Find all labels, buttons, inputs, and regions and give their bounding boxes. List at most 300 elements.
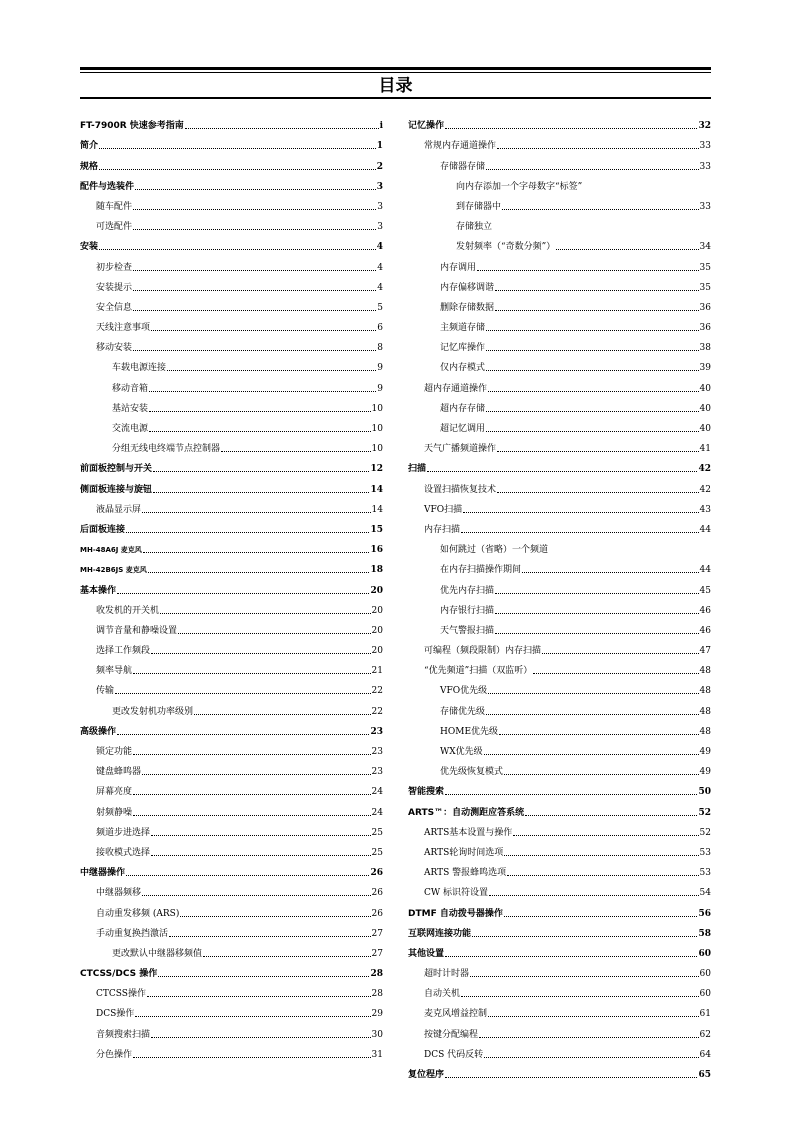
- toc-entry[interactable]: [408, 940, 711, 960]
- toc-entry-label: 随车配件: [96, 201, 133, 212]
- toc-entry-page: 50: [698, 787, 711, 798]
- toc-entry-label: 更改发射机功率级别: [112, 706, 194, 717]
- toc-entry-page: 53: [699, 847, 711, 858]
- toc-entry[interactable]: [80, 778, 383, 798]
- toc-entry[interactable]: [80, 516, 383, 536]
- toc-entry-label: 智能搜索: [408, 787, 445, 798]
- toc-entry[interactable]: [408, 1000, 711, 1020]
- toc-leader-dots: [461, 532, 699, 533]
- toc-entry-label: MH-48A6J 麦克风: [80, 546, 142, 555]
- toc-entry[interactable]: [408, 819, 711, 839]
- toc-entry[interactable]: [80, 435, 383, 455]
- toc-entry-label: 麦克风增益控制: [424, 1009, 488, 1020]
- toc-entry-label: 优先内存扫描: [440, 585, 495, 596]
- toc-leader-dots: [115, 693, 371, 694]
- toc-entry-page: 44: [699, 524, 711, 535]
- toc-entry-page: 25: [371, 827, 383, 838]
- toc-entry-page: 27: [371, 928, 383, 939]
- toc-entry[interactable]: [80, 617, 383, 637]
- toc-entry[interactable]: [80, 879, 383, 899]
- toc-entry[interactable]: [408, 657, 711, 677]
- toc-entry[interactable]: [80, 899, 383, 919]
- toc-leader-dots: [126, 532, 369, 533]
- toc-entry-page: 18: [370, 565, 383, 576]
- toc-entry-label: 传输: [96, 686, 115, 697]
- toc-entry-page: 24: [371, 807, 383, 818]
- toc-leader-dots: [133, 794, 371, 795]
- toc-entry-page: 26: [370, 868, 383, 879]
- toc-entry[interactable]: [408, 920, 711, 940]
- toc-entry[interactable]: [408, 516, 711, 536]
- toc-entry-page: 24: [371, 787, 383, 798]
- toc-leader-dots: [495, 633, 699, 634]
- toc-entry[interactable]: [80, 980, 383, 1000]
- toc-entry-label: 主频道存储: [440, 323, 486, 334]
- toc-entry[interactable]: [80, 314, 383, 334]
- toc-leader-dots: [133, 673, 371, 674]
- toc-leader-dots: [158, 976, 369, 977]
- toc-leader-dots: [489, 895, 699, 896]
- toc-entry[interactable]: [80, 859, 383, 879]
- toc-leader-dots: [147, 996, 371, 997]
- toc-leader-dots: [486, 714, 699, 715]
- toc-leader-dots: [221, 451, 371, 452]
- toc-entry[interactable]: [80, 718, 383, 738]
- toc-entry[interactable]: [408, 798, 711, 818]
- toc-entry[interactable]: [408, 193, 711, 213]
- toc-leader-dots: [445, 956, 697, 957]
- toc-entry-page: 58: [698, 928, 711, 939]
- toc-leader-dots: [486, 370, 699, 371]
- toc-entry-label: 键盘蜂鸣器: [96, 767, 142, 778]
- toc-entry[interactable]: [80, 960, 383, 980]
- toc-leader-dots: [445, 794, 697, 795]
- toc-entry-label: 扫描: [408, 464, 427, 475]
- toc-leader-dots: [133, 815, 371, 816]
- toc-entry-label: 发射频率（“奇数分频”）: [456, 242, 556, 253]
- toc-entry-label: 车载电源连接: [112, 363, 167, 374]
- toc-entry-page: 44: [699, 565, 711, 576]
- toc-entry-label: 收发机的开关机: [96, 605, 160, 616]
- toc-entry[interactable]: [408, 233, 711, 253]
- toc-entry-label: 存储器存储: [440, 161, 486, 172]
- toc-entry[interactable]: [408, 718, 711, 738]
- toc-leader-dots: [472, 936, 697, 937]
- toc-entry-label: 选择工作频段: [96, 646, 151, 657]
- toc-entry-label: 自动关机: [424, 989, 461, 1000]
- toc-entry-page: 53: [699, 868, 711, 879]
- toc-entry-label: 更改默认中继器移频值: [112, 948, 203, 959]
- toc-entry[interactable]: [408, 617, 711, 637]
- toc-entry-page: 40: [699, 403, 711, 414]
- toc-entry-page: 39: [699, 363, 711, 374]
- toc-entry-label: 锁定功能: [96, 747, 133, 757]
- toc-entry-label: DCS 代码反转: [424, 1049, 484, 1060]
- toc-entry-page: 26: [371, 888, 383, 899]
- toc-entry-page: 14: [370, 484, 383, 495]
- toc-entry-page: 48: [699, 726, 711, 737]
- toc-leader-dots: [556, 249, 698, 250]
- toc-entry[interactable]: [80, 354, 383, 374]
- toc-entry-label: 如何跳过（省略）一个频道: [440, 545, 549, 556]
- toc-leader-dots: [142, 774, 371, 775]
- toc-entry-label: 可编程（频段限制）内存扫描: [424, 646, 542, 657]
- toc-entry[interactable]: [408, 395, 711, 415]
- toc-entry[interactable]: [408, 677, 711, 697]
- toc-entry-page: 14: [371, 504, 383, 515]
- toc-leader-dots: [495, 310, 699, 311]
- toc-entry[interactable]: [408, 1020, 711, 1040]
- toc-entry-label: ARTS基本设置与操作: [424, 827, 513, 838]
- toc-entry[interactable]: [80, 697, 383, 717]
- toc-entry-page: 22: [371, 686, 383, 697]
- toc-entry[interactable]: [408, 556, 711, 576]
- toc-entry-page: 28: [371, 989, 383, 1000]
- toc-leader-dots: [151, 855, 371, 856]
- toc-entry[interactable]: [80, 1041, 383, 1061]
- toc-leader-dots: [135, 189, 376, 190]
- toc-leader-dots: [133, 290, 376, 291]
- toc-entry[interactable]: [80, 213, 383, 233]
- toc-entry-page: 9: [377, 383, 383, 394]
- toc-leader-dots: [142, 512, 371, 513]
- toc-leader-dots: [502, 209, 699, 210]
- toc-leader-dots: [148, 572, 370, 573]
- toc-entry[interactable]: [408, 334, 711, 354]
- toc-entry-label: 超内存存储: [440, 403, 486, 414]
- toc-entry[interactable]: [80, 112, 383, 132]
- toc-entry-label: HOME优先级: [440, 726, 499, 737]
- toc-entry-label: 删除存储数据: [440, 302, 495, 313]
- toc-leader-dots: [149, 391, 376, 392]
- toc-leader-dots: [151, 835, 371, 836]
- toc-entry[interactable]: [80, 233, 383, 253]
- toc-entry-page: 25: [371, 847, 383, 858]
- toc-entry[interactable]: [408, 960, 711, 980]
- toc-entry-page: 40: [699, 383, 711, 394]
- toc-entry-label: CTCSS/DCS 操作: [80, 969, 158, 980]
- toc-entry[interactable]: [408, 839, 711, 859]
- toc-entry-page: 21: [371, 666, 383, 677]
- toc-entry-page: 48: [699, 686, 711, 697]
- toc-entry-label: 手动重复换挡激活: [96, 928, 169, 939]
- toc-entry[interactable]: [408, 637, 711, 657]
- toc-entry-label: CTCSS操作: [96, 989, 146, 1000]
- toc-entry-label: DCS操作: [96, 1009, 135, 1020]
- toc-entry-label: 按键分配编程: [424, 1029, 479, 1040]
- toc-entry-page: 33: [699, 161, 711, 172]
- toc-entry[interactable]: [408, 879, 711, 899]
- toc-entry[interactable]: [408, 1041, 711, 1061]
- toc-entry[interactable]: [408, 173, 711, 193]
- toc-leader-dots: [497, 451, 699, 452]
- top-rule-thick: [80, 67, 711, 70]
- toc-entry[interactable]: [408, 576, 711, 596]
- toc-left-column: [80, 112, 383, 1061]
- toc-entry[interactable]: [408, 415, 711, 435]
- toc-entry-page: 32: [698, 121, 711, 132]
- toc-entry[interactable]: [80, 677, 383, 697]
- toc-entry[interactable]: [80, 374, 383, 394]
- toc-entry[interactable]: [80, 597, 383, 617]
- toc-entry-label: DTMF 自动拨号器操作: [408, 908, 503, 919]
- toc-entry-page: 48: [699, 666, 711, 677]
- toc-entry-page: 38: [699, 343, 711, 354]
- toc-entry-label: 移动音箱: [112, 383, 149, 394]
- toc-entry[interactable]: [80, 920, 383, 940]
- toc-entry[interactable]: [80, 475, 383, 495]
- toc-entry[interactable]: [80, 496, 383, 516]
- toc-leader-dots: [135, 1016, 370, 1017]
- toc-entry-label: 优先级恢复模式: [440, 767, 504, 778]
- toc-leader-dots: [486, 350, 699, 351]
- toc-entry-label: 侧面板连接与旋钮: [80, 484, 153, 495]
- toc-leader-dots: [194, 714, 371, 715]
- toc-leader-dots: [486, 169, 699, 170]
- toc-entry[interactable]: [80, 576, 383, 596]
- toc-entry[interactable]: [80, 132, 383, 152]
- toc-entry-page: 45: [699, 585, 711, 596]
- toc-entry-label: 频道步进选择: [96, 827, 151, 838]
- toc-entry[interactable]: [408, 496, 711, 516]
- toc-entry-page: 62: [699, 1029, 711, 1040]
- toc-entry-label: ARTS™：自动测距应答系统: [408, 807, 525, 818]
- toc-entry-label: 记忆库操作: [440, 343, 486, 354]
- toc-leader-dots: [488, 1016, 699, 1017]
- toc-leader-dots: [522, 572, 699, 573]
- toc-entry-page: 23: [371, 747, 383, 757]
- toc-leader-dots: [470, 976, 699, 977]
- toc-leader-dots: [133, 310, 376, 311]
- toc-entry[interactable]: [80, 1000, 383, 1020]
- toc-entry-label: VFO优先级: [440, 686, 488, 697]
- toc-leader-dots: [463, 512, 698, 513]
- toc-leader-dots: [133, 229, 376, 230]
- toc-entry-page: 4: [377, 262, 383, 273]
- toc-entry-label: 到存储器中: [456, 201, 502, 212]
- toc-entry-label: 频率导航: [96, 666, 133, 677]
- toc-entry[interactable]: [408, 1061, 711, 1081]
- toc-entry-label: FT-7900R 快速参考指南: [80, 121, 184, 132]
- toc-entry[interactable]: [80, 798, 383, 818]
- toc-leader-dots: [486, 330, 699, 331]
- toc-entry-label: 超内存通道操作: [424, 383, 488, 394]
- toc-entry-label: 其他设置: [408, 948, 445, 959]
- toc-entry-label: 自动重发移频 (ARS): [96, 908, 180, 919]
- toc-entry-page: 5: [377, 302, 383, 313]
- toc-entry-page: 60: [698, 948, 711, 959]
- toc-entry-label: 设置扫描恢复技术: [424, 484, 497, 495]
- toc-entry[interactable]: [408, 132, 711, 152]
- toc-entry[interactable]: [408, 597, 711, 617]
- toc-entry-page: 40: [699, 424, 711, 434]
- toc-entry-page: 36: [699, 302, 711, 313]
- toc-entry[interactable]: [80, 940, 383, 960]
- toc-entry-page: 46: [699, 605, 711, 616]
- toc-entry-label: 内存银行扫描: [440, 605, 495, 616]
- toc-entry[interactable]: [80, 839, 383, 859]
- toc-entry-label: 记忆操作: [408, 121, 445, 132]
- toc-entry-page: 10: [371, 424, 383, 434]
- toc-entry-label: 中继器频移: [96, 888, 142, 899]
- toc-leader-dots: [99, 169, 376, 170]
- toc-leader-dots: [160, 613, 371, 614]
- toc-entry[interactable]: [408, 274, 711, 294]
- toc-leader-dots: [484, 1057, 698, 1058]
- toc-entry-page: 10: [371, 444, 383, 455]
- toc-entry[interactable]: [80, 1020, 383, 1040]
- toc-entry[interactable]: [80, 556, 383, 576]
- toc-entry-label: ARTS轮询时间选项: [424, 847, 504, 858]
- toc-entry[interactable]: [408, 697, 711, 717]
- toc-entry-page: 3: [377, 222, 383, 233]
- toc-entry-page: 52: [699, 827, 711, 838]
- toc-entry[interactable]: [408, 213, 711, 233]
- toc-leader-dots: [495, 613, 699, 614]
- toc-leader-dots: [153, 471, 369, 472]
- toc-leader-dots: [133, 270, 376, 271]
- toc-entry-page: 22: [371, 706, 383, 717]
- toc-entry-page: 15: [370, 524, 383, 535]
- toc-entry-label: 天线注意事项: [96, 323, 151, 334]
- toc-entry[interactable]: [408, 455, 711, 475]
- toc-leader-dots: [126, 875, 369, 876]
- toc-leader-dots: [486, 431, 699, 432]
- toc-entry-page: 9: [377, 363, 383, 374]
- toc-leader-dots: [203, 956, 371, 957]
- toc-entry-label: 存储独立: [456, 222, 493, 233]
- title-underline: [80, 97, 711, 99]
- toc-entry[interactable]: [80, 294, 383, 314]
- toc-entry-page: 46: [699, 625, 711, 636]
- toc-entry[interactable]: [80, 415, 383, 435]
- toc-leader-dots: [486, 411, 699, 412]
- toc-entry-page: 31: [371, 1049, 383, 1060]
- toc-entry[interactable]: [80, 274, 383, 294]
- toc-entry[interactable]: [408, 152, 711, 172]
- toc-leader-dots: [533, 673, 698, 674]
- toc-entry-page: 65: [698, 1070, 711, 1080]
- toc-entry[interactable]: [80, 152, 383, 172]
- toc-entry-page: 60: [699, 989, 711, 1000]
- toc-entry[interactable]: [80, 758, 383, 778]
- toc-entry[interactable]: [408, 738, 711, 758]
- toc-entry-label: 简介: [80, 141, 99, 152]
- toc-entry[interactable]: [80, 395, 383, 415]
- toc-entry-label: 复位程序: [408, 1070, 445, 1080]
- toc-leader-dots: [461, 996, 699, 997]
- toc-entry-label: 屏幕亮度: [96, 787, 133, 798]
- toc-entry[interactable]: [408, 314, 711, 334]
- toc-entry-label: 可选配件: [96, 222, 133, 233]
- toc-entry[interactable]: [408, 899, 711, 919]
- toc-entry[interactable]: [80, 536, 383, 556]
- toc-leader-dots: [142, 895, 371, 896]
- toc-entry[interactable]: [408, 536, 711, 556]
- toc-entry[interactable]: [408, 112, 711, 132]
- toc-entry[interactable]: [80, 193, 383, 213]
- toc-entry[interactable]: [408, 758, 711, 778]
- toc-entry-page: 35: [699, 282, 711, 293]
- toc-entry[interactable]: [80, 819, 383, 839]
- toc-leader-dots: [488, 693, 698, 694]
- toc-entry[interactable]: [80, 334, 383, 354]
- toc-entry-label: 内存调用: [440, 262, 477, 273]
- toc-entry-page: 48: [699, 706, 711, 717]
- toc-entry-page: 23: [371, 767, 383, 778]
- toc-leader-dots: [143, 552, 370, 553]
- toc-leader-dots: [133, 350, 376, 351]
- toc-entry[interactable]: [80, 173, 383, 193]
- toc-entry-page: 64: [699, 1049, 711, 1060]
- toc-entry[interactable]: [408, 253, 711, 273]
- toc-entry-label: 分色操作: [96, 1049, 133, 1060]
- toc-leader-dots: [149, 431, 371, 432]
- toc-entry[interactable]: [408, 475, 711, 495]
- toc-entry-label: 超记忆调用: [440, 424, 486, 434]
- toc-entry-label: 安全信息: [96, 302, 133, 313]
- toc-entry-page: 52: [698, 807, 711, 818]
- toc-entry-label: 后面板连接: [80, 524, 126, 535]
- toc-entry-page: 41: [699, 444, 711, 455]
- toc-entry[interactable]: [80, 253, 383, 273]
- toc-entry-label: 超时计时器: [424, 969, 470, 980]
- toc-leader-dots: [499, 734, 699, 735]
- toc-leader-dots: [427, 471, 697, 472]
- toc-leader-dots: [507, 875, 698, 876]
- toc-entry-page: 36: [699, 323, 711, 334]
- toc-entry[interactable]: [408, 778, 711, 798]
- toc-leader-dots: [445, 1077, 697, 1078]
- toc-leader-dots: [495, 593, 699, 594]
- toc-entry[interactable]: [408, 859, 711, 879]
- toc-entry[interactable]: [80, 455, 383, 475]
- toc-entry-label: 内存偏移调谐: [440, 282, 495, 293]
- toc-leader-dots: [117, 593, 369, 594]
- toc-entry[interactable]: [408, 435, 711, 455]
- toc-leader-dots: [167, 370, 376, 371]
- toc-leader-dots: [185, 128, 379, 129]
- toc-entry[interactable]: [80, 637, 383, 657]
- toc-entry-label: 安装提示: [96, 282, 133, 293]
- toc-entry[interactable]: [408, 354, 711, 374]
- toc-leader-dots: [479, 1037, 699, 1038]
- toc-entry-page: 3: [376, 181, 383, 192]
- toc-entry-page: 28: [370, 969, 383, 980]
- toc-entry[interactable]: [408, 980, 711, 1000]
- toc-entry[interactable]: [408, 294, 711, 314]
- toc-leader-dots: [99, 249, 376, 250]
- toc-leader-dots: [117, 734, 369, 735]
- toc-entry[interactable]: [408, 374, 711, 394]
- toc-entry-page: 3: [377, 201, 383, 212]
- toc-entry-page: 49: [699, 767, 711, 778]
- toc-entry-page: 23: [370, 726, 383, 737]
- toc-entry-page: 10: [371, 403, 383, 414]
- toc-entry-page: 43: [699, 504, 711, 515]
- toc-entry[interactable]: [80, 738, 383, 758]
- toc-entry-page: 20: [370, 585, 383, 596]
- toc-entry-page: 4: [377, 282, 383, 293]
- toc-entry-page: 2: [376, 161, 383, 172]
- toc-entry-page: 54: [699, 888, 711, 899]
- toc-entry-label: 在内存扫描操作期间: [440, 565, 522, 576]
- toc-entry-label: 内存扫描: [424, 524, 461, 535]
- toc-entry[interactable]: [80, 657, 383, 677]
- toc-entry-label: 天气广播频道操作: [424, 444, 497, 455]
- toc-entry-label: ARTS 警报蜂鸣选项: [424, 868, 507, 879]
- toc-entry-page: 20: [371, 646, 383, 657]
